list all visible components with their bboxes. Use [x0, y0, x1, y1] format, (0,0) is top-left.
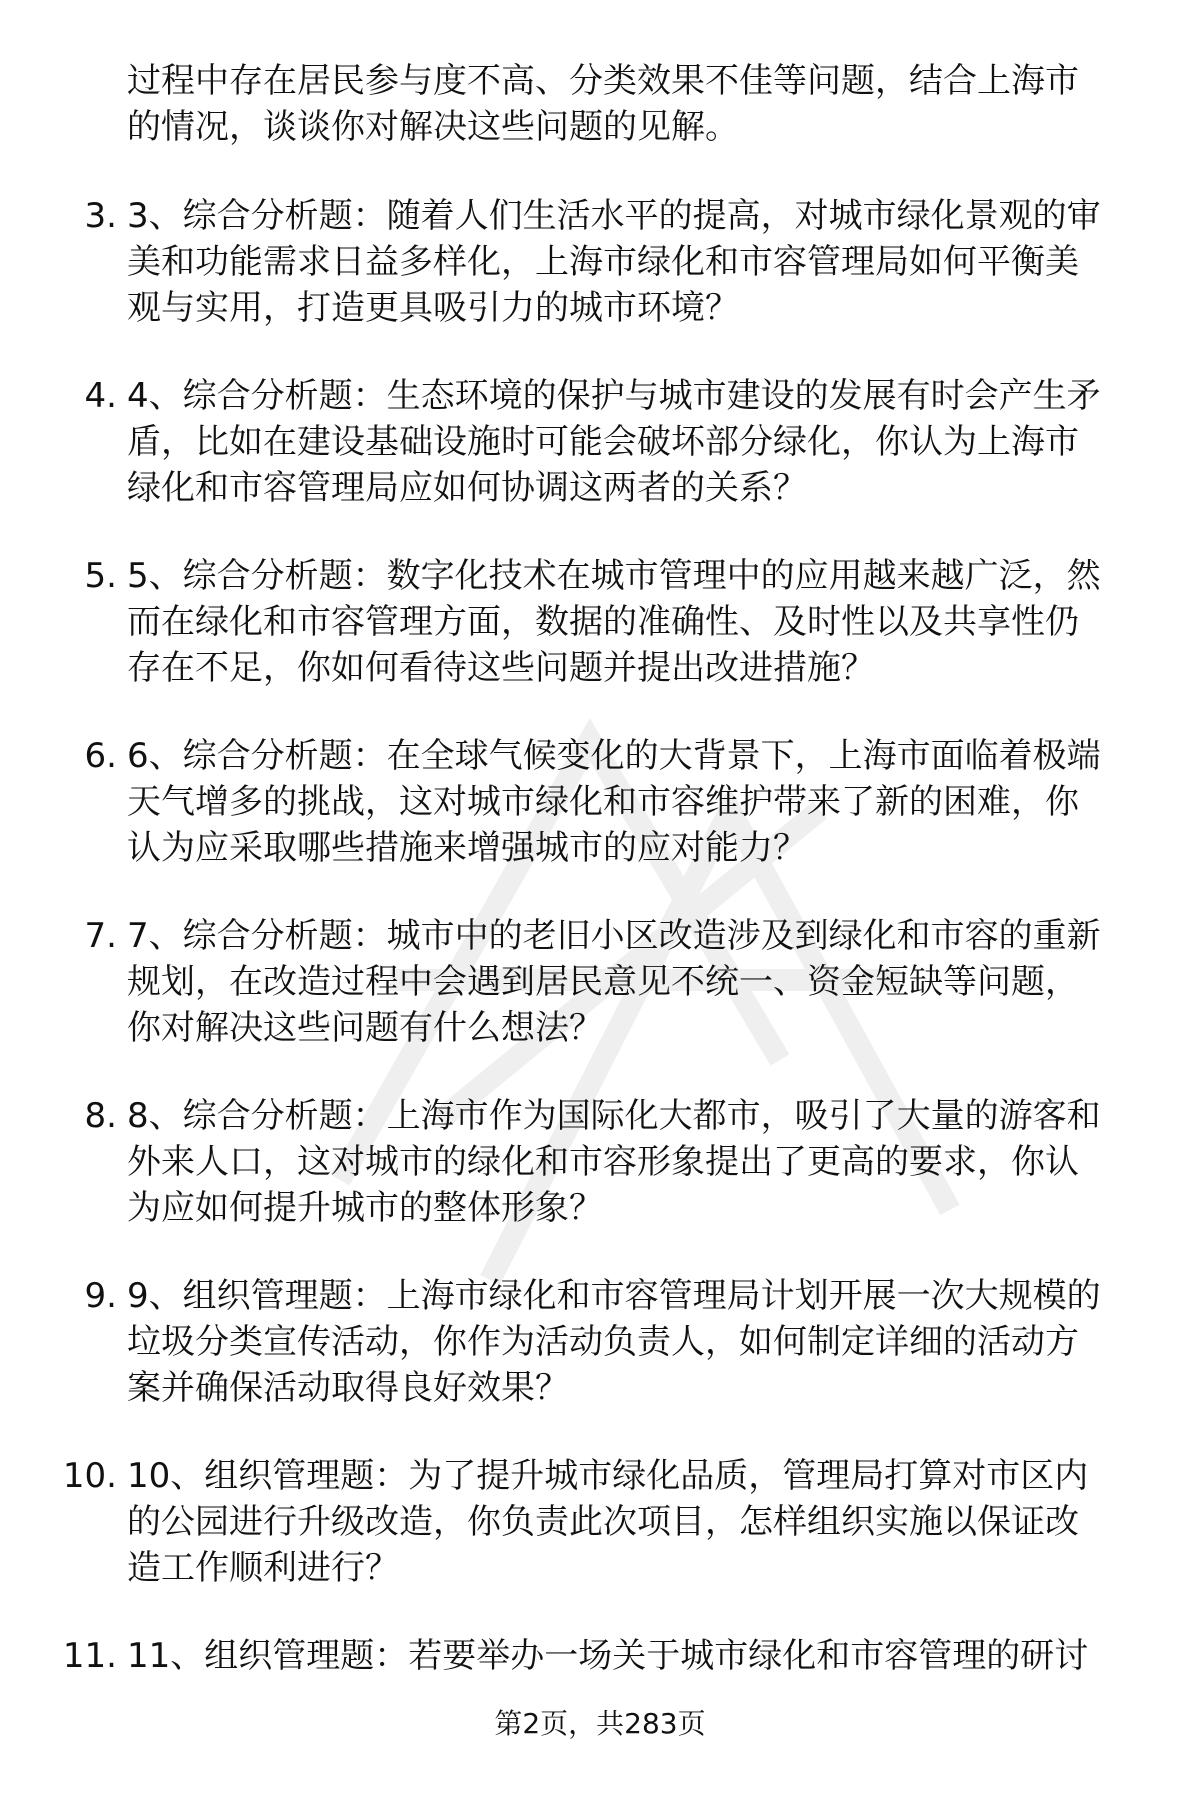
- question-text: 7、综合分析题：城市中的老旧小区改造涉及到绿化和市容的重新 规划，在改造过程中会遇到居民意见不统一、资金短缺等问题， 你对解决这些问题有什么想法？: [127, 916, 1101, 1048]
- list-item: [0, 1273, 1200, 1453]
- question-text: 11、组织管理题：若要举办一场关于城市绿化和市容管理的研讨: [127, 1636, 1089, 1676]
- question-number: 7.: [84, 916, 117, 956]
- question-number: 3.: [84, 196, 117, 236]
- question-number: 11.: [62, 1636, 117, 1676]
- list-item: [0, 373, 1200, 553]
- question-text: 8、综合分析题：上海市作为国际化大都市，吸引了大量的游客和 外来人口，这对城市的绿化和市容形象提出了更高的要求，你认 为应如何提升城市的整体形象？: [127, 1096, 1101, 1228]
- list-item: [0, 733, 1200, 913]
- question-number: 5.: [84, 556, 117, 596]
- question-text: 9、组织管理题：上海市绿化和市容管理局计划开展一次大规模的 垃圾分类宣传活动，你作为活动负责人，如何制定详细的活动方 案并确保活动取得良好效果？: [127, 1276, 1101, 1408]
- question-number: 9.: [84, 1276, 117, 1316]
- list-item: [0, 553, 1200, 733]
- question-number: 10.: [62, 1456, 117, 1496]
- list-item: [0, 1453, 1200, 1633]
- question-list: [0, 193, 1200, 1813]
- list-item: [0, 1093, 1200, 1273]
- question-number: 6.: [84, 736, 117, 776]
- intro-paragraph: 过程中存在居民参与度不高、分类效果不佳等问题，结合上海市 的情况，谈谈你对解决这些问题的见解。: [127, 61, 1079, 147]
- question-number: 4.: [84, 376, 117, 416]
- question-number: 8.: [84, 1096, 117, 1136]
- list-item: [0, 193, 1200, 373]
- page-footer: 第2页，共283页: [494, 1707, 706, 1740]
- question-text: 10、组织管理题：为了提升城市绿化品质，管理局打算对市区内 的公园进行升级改造，你负责此次项目，怎样组织实施以保证改 造工作顺利进行？: [127, 1456, 1089, 1588]
- question-text: 6、综合分析题：在全球气候变化的大背景下，上海市面临着极端 天气增多的挑战，这对城市绿化和市容维护带来了新的困难，你 认为应采取哪些措施来增强城市的应对能力？: [127, 736, 1101, 868]
- question-text: 4、综合分析题：生态环境的保护与城市建设的发展有时会产生矛 盾，比如在建设基础设施时可能会破坏部分绿化，你认为上海市 绿化和市容管理局应如何协调这两者的关系？: [127, 376, 1101, 508]
- list-item: [0, 913, 1200, 1093]
- question-text: 5、综合分析题：数字化技术在城市管理中的应用越来越广泛，然 而在绿化和市容管理方面，数据的准确性、及时性以及共享性仍 存在不足，你如何看待这些问题并提出改进措施？: [127, 556, 1101, 688]
- question-text: 3、综合分析题：随着人们生活水平的提高，对城市绿化景观的审 美和功能需求日益多样化，上海市绿化和市容管理局如何平衡美 观与实用，打造更具吸引力的城市环境？: [127, 196, 1101, 328]
